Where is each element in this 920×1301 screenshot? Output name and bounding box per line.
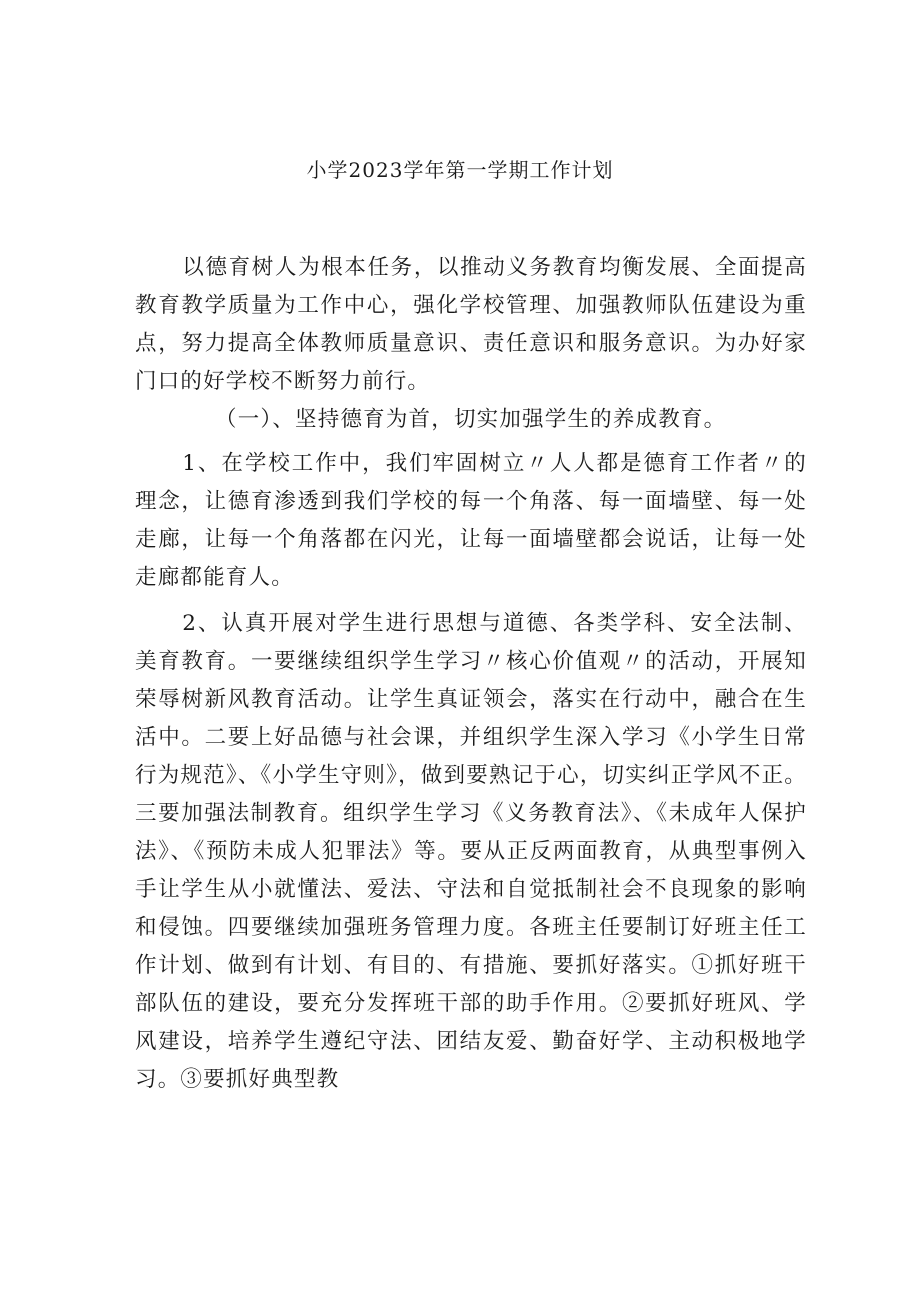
- body-paragraph-1: 1、在学校工作中，我们牢固树立〃人人都是德育工作者〃的理念，让德育渗透到我们学校的每一个角落、每一面墙壁、每一处走廊，让每一个角落都在闪光，让每一面墙壁都会说话，让每一处走廊都能育人。: [135, 451, 807, 590]
- body-paragraph-2: 2、认真开展对学生进行思想与道德、各类学科、安全法制、美育教育。一要继续组织学生学习〃核心价值观〃的活动，开展知荣辱树新风教育活动。让学生真证领会，落实在行动中，融合在生活中。二要上好品德与社会课，并组织学生深入学习《小学生日常行为规范》、《小学生守则》，做到要熟记于心，切实纠正学风不正。三要加强法制教育。组织学生学习《义务教育法》、《未成年人保护法》、《预防未成人犯罪法》等。要从正反两面教育，从典型事例入手让学生从小就懂法、爱法、守法和自觉抵制社会不良现象的影响和侵蚀。四要继续加强班务管理力度。各班主任要制订好班主任工作计划、做到有计划、有目的、有措施、要抓好落实。①抓好班干部队伍的建设，要充分发挥班干部的助手作用。②要抓好班风、学风建设，培养学生遵纪守法、团结友爱、勤奋好学、主动积极地学习。③要抓好典型教: [135, 611, 807, 1092]
- section-heading: （一）、坚持德育为首，切实加强学生的养成教育。: [215, 407, 727, 432]
- intro-paragraph: 以德育树人为根本任务，以推动义务教育均衡发展、全面提高教育教学质量为工作中心，强化学校管理、加强教师队伍建设为重点，努力提高全体教师质量意识、责任意识和服务意识。为办好家门口的好学校不断努力前行。: [135, 255, 807, 394]
- document-body: [135, 249, 807, 1099]
- document-title: 小学2023学年第一学期工作计划: [306, 158, 614, 182]
